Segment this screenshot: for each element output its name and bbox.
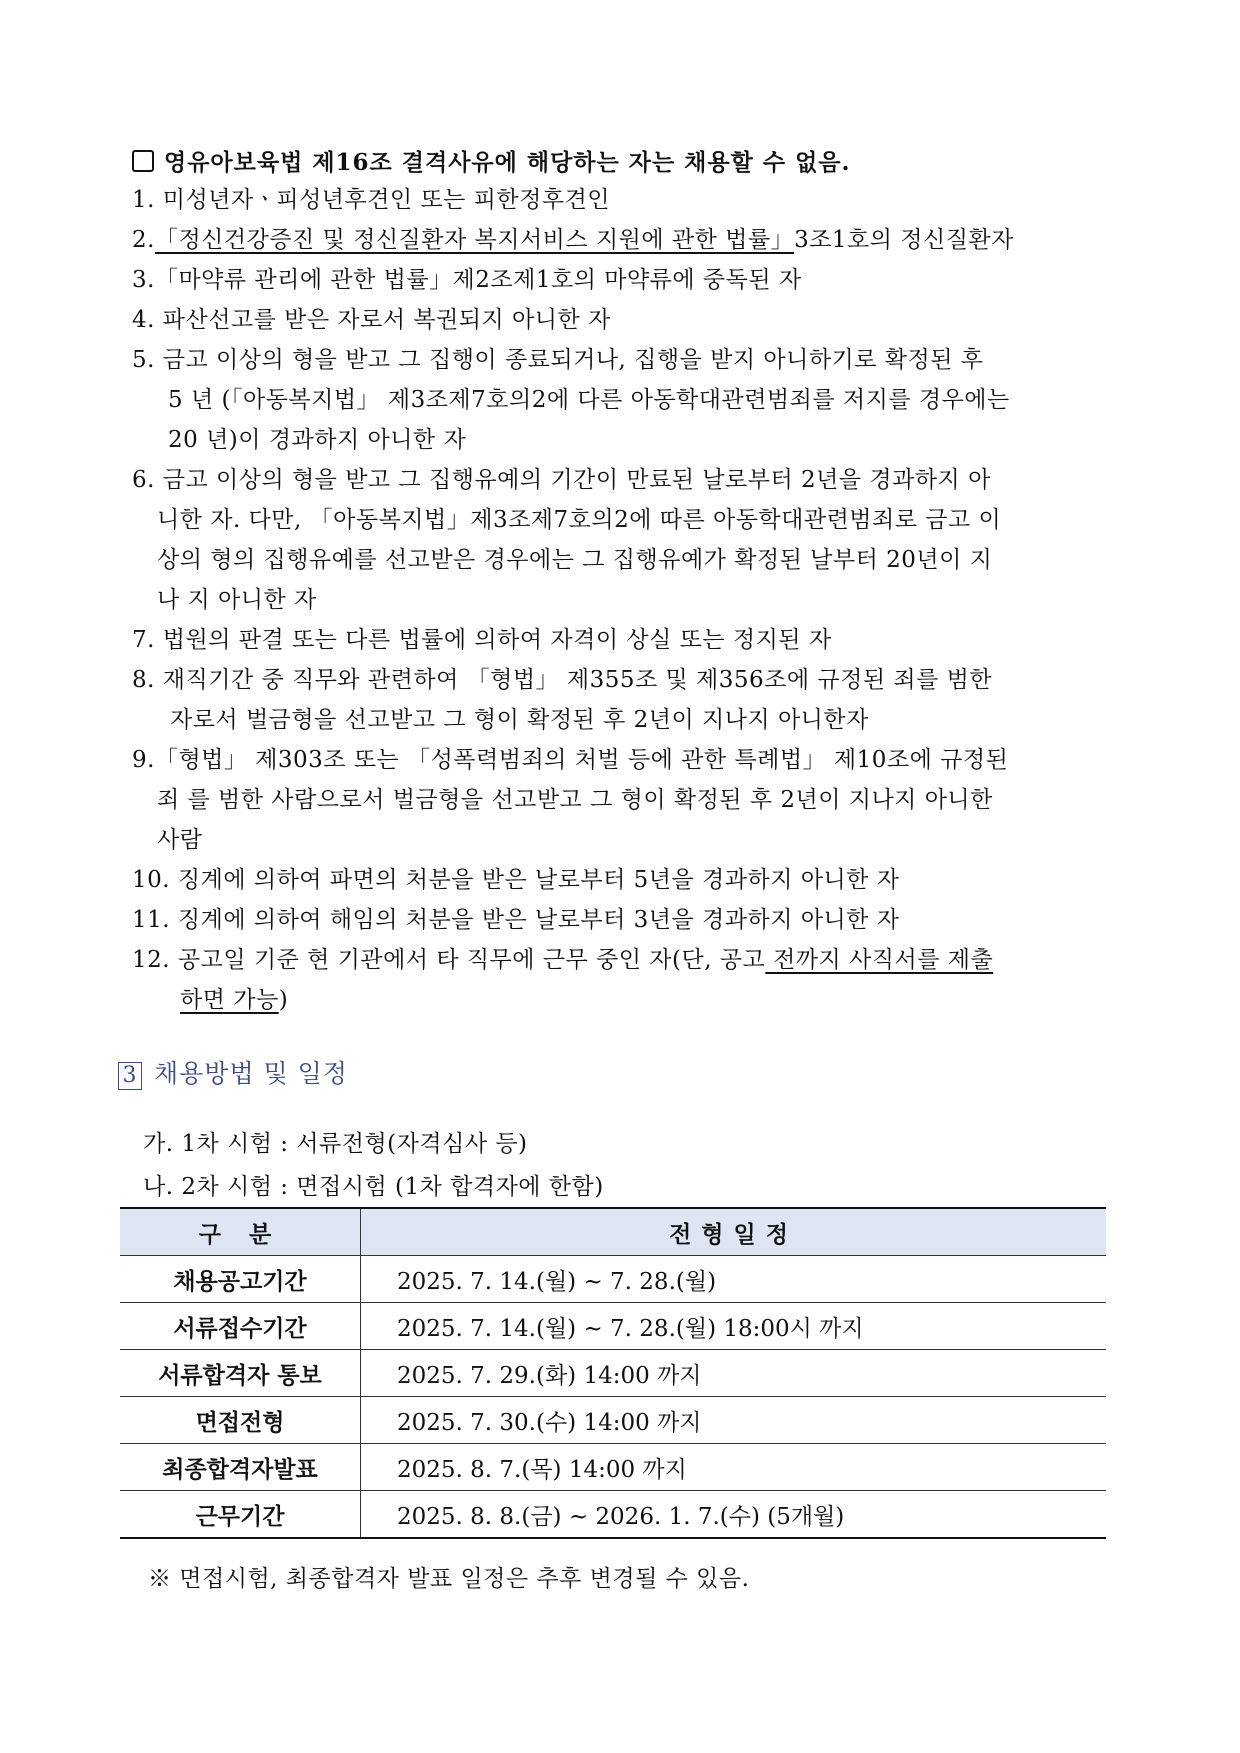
table-row xyxy=(120,1303,1106,1350)
item-line: 5 년 (「아동복지법」 제3조제7호의2에 다른 아동학대관련범죄를 저지를 경우에는 xyxy=(168,387,1010,413)
section-title-text: 채용방법 및 일정 xyxy=(154,1059,348,1088)
item-line: 상의 형의 집행유예를 선고받은 경우에는 그 집행유예가 확정된 날부터 20년이 지 xyxy=(157,547,993,573)
method-second-exam: 나. 2차 시험 : 면접시험 (1차 합격자에 한함) xyxy=(143,1174,604,1200)
item-line: 10. 징계에 의하여 파면의 처분을 받은 날로부터 5년을 경과하지 아니한 자 xyxy=(132,867,900,893)
item-line: 나 지 아니한 자 xyxy=(157,587,317,613)
item-line: 4. 파산선고를 받은 자로서 복권되지 아니한 자 xyxy=(132,307,611,333)
schedule-note: ※ 면접시험, 최종합격자 발표 일정은 추후 변경될 수 있음. xyxy=(148,1566,750,1592)
section-number-box: 3 xyxy=(118,1062,142,1090)
row-value: 2025. 7. 29.(화) 14:00 까지 xyxy=(361,1350,1107,1397)
item-line: 5. 금고 이상의 형을 받고 그 집행이 종료되거나, 집행을 받지 아니하기로 확정된 후 xyxy=(132,347,984,373)
item-prefix: 12. 공고일 기준 현 기관에서 타 직무에 근무 중인 자(단, 공고 xyxy=(132,947,766,973)
item-line: 8. 재직기간 중 직무와 관련하여 「형법」 제355조 및 제356조에 규정된 죄를 범한 xyxy=(132,667,993,693)
table-row xyxy=(120,1397,1106,1444)
header-schedule: 전형일정 xyxy=(361,1208,1107,1256)
table-row xyxy=(120,1491,1106,1539)
section-3-title xyxy=(118,1054,348,1090)
item-line: 7. 법원의 판결 또는 다른 법률에 의하여 자격이 상실 또는 정지된 자 xyxy=(132,627,832,653)
row-label: 최종합격자발표 xyxy=(120,1444,361,1491)
item-line: 사람 xyxy=(157,827,203,853)
method-first-exam: 가. 1차 시험 : 서류전형(자격심사 등) xyxy=(143,1131,528,1157)
row-value: 2025. 7. 30.(수) 14:00 까지 xyxy=(361,1397,1107,1444)
item-line: 9.「형법」 제303조 또는 「성폭력범죄의 처벌 등에 관한 특례법」 제10조에 규정된 xyxy=(132,747,1009,773)
item-underlined-text: 「정신건강증진 및 정신질환자 복지서비스 지원에 관한 법률」 xyxy=(154,227,795,253)
checkbox-square-icon xyxy=(132,150,154,172)
item-suffix: ) xyxy=(278,987,289,1013)
row-value: 2025. 8. 8.(금) ~ 2026. 1. 7.(수) (5개월) xyxy=(361,1491,1107,1539)
list-item-1 xyxy=(132,180,1122,220)
header-category: 구 분 xyxy=(120,1208,361,1256)
item-line: 죄 를 범한 사람으로서 벌금형을 선고받고 그 형이 확정된 후 2년이 지나지 아니한 xyxy=(157,787,993,813)
list-item-4 xyxy=(132,300,1122,340)
heading-text: 영유아보육법 제16조 결격사유에 해당하는 자는 채용할 수 없음. xyxy=(164,149,851,176)
disqualification-heading xyxy=(132,144,851,177)
item-line: 자로서 벌금형을 선고받고 그 형이 확정된 후 2년이 지나지 아니한자 xyxy=(170,707,869,733)
row-value: 2025. 7. 14.(월) ~ 7. 28.(월) 18:00시 까지 xyxy=(361,1303,1107,1350)
row-label: 서류접수기간 xyxy=(120,1303,361,1350)
item-line: 11. 징계에 의하여 해임의 처분을 받은 날로부터 3년을 경과하지 아니한 자 xyxy=(132,907,900,933)
list-item-12 xyxy=(132,940,1122,1020)
row-label: 채용공고기간 xyxy=(120,1256,361,1303)
row-label: 서류합격자 통보 xyxy=(120,1350,361,1397)
list-item-3 xyxy=(132,260,1122,300)
list-item-2 xyxy=(132,220,1122,260)
list-item-11 xyxy=(132,900,1122,940)
item-underlined-text: 전까지 사직서를 제출 xyxy=(765,947,994,973)
item-line: 3.「마약류 관리에 관한 법률」제2조제1호의 마약류에 중독된 자 xyxy=(132,267,802,293)
table-row xyxy=(120,1256,1106,1303)
item-line: 6. 금고 이상의 형을 받고 그 집행유예의 기간이 만료된 날로부터 2년을 경과하지 아 xyxy=(132,467,991,493)
row-value: 2025. 7. 14.(월) ~ 7. 28.(월) xyxy=(361,1256,1107,1303)
list-item-8 xyxy=(132,660,1122,740)
row-label: 면접전형 xyxy=(120,1397,361,1444)
list-item-5 xyxy=(132,340,1122,460)
schedule-table xyxy=(120,1207,1106,1539)
table-header-row xyxy=(120,1208,1106,1256)
list-item-6 xyxy=(132,460,1122,620)
table-row xyxy=(120,1444,1106,1491)
list-item-10 xyxy=(132,860,1122,900)
item-line: 니한 자. 다만, 「아동복지법」제3조제7호의2에 따른 아동학대관련범죄로 금고 이 xyxy=(157,507,1002,533)
item-underlined-text: 하면 가능 xyxy=(180,987,279,1013)
item-suffix: 3조1호의 정신질환자 xyxy=(794,227,1014,253)
item-line: 1. 미성년자ㆍ피성년후견인 또는 피한정후견인 xyxy=(132,187,611,213)
item-line: 20 년)이 경과하지 아니한 자 xyxy=(168,427,467,453)
row-value: 2025. 8. 7.(목) 14:00 까지 xyxy=(361,1444,1107,1491)
list-item-7 xyxy=(132,620,1122,660)
table-row xyxy=(120,1350,1106,1397)
row-label: 근무기간 xyxy=(120,1491,361,1539)
item-prefix: 2. xyxy=(132,227,155,253)
list-item-9 xyxy=(132,740,1122,860)
